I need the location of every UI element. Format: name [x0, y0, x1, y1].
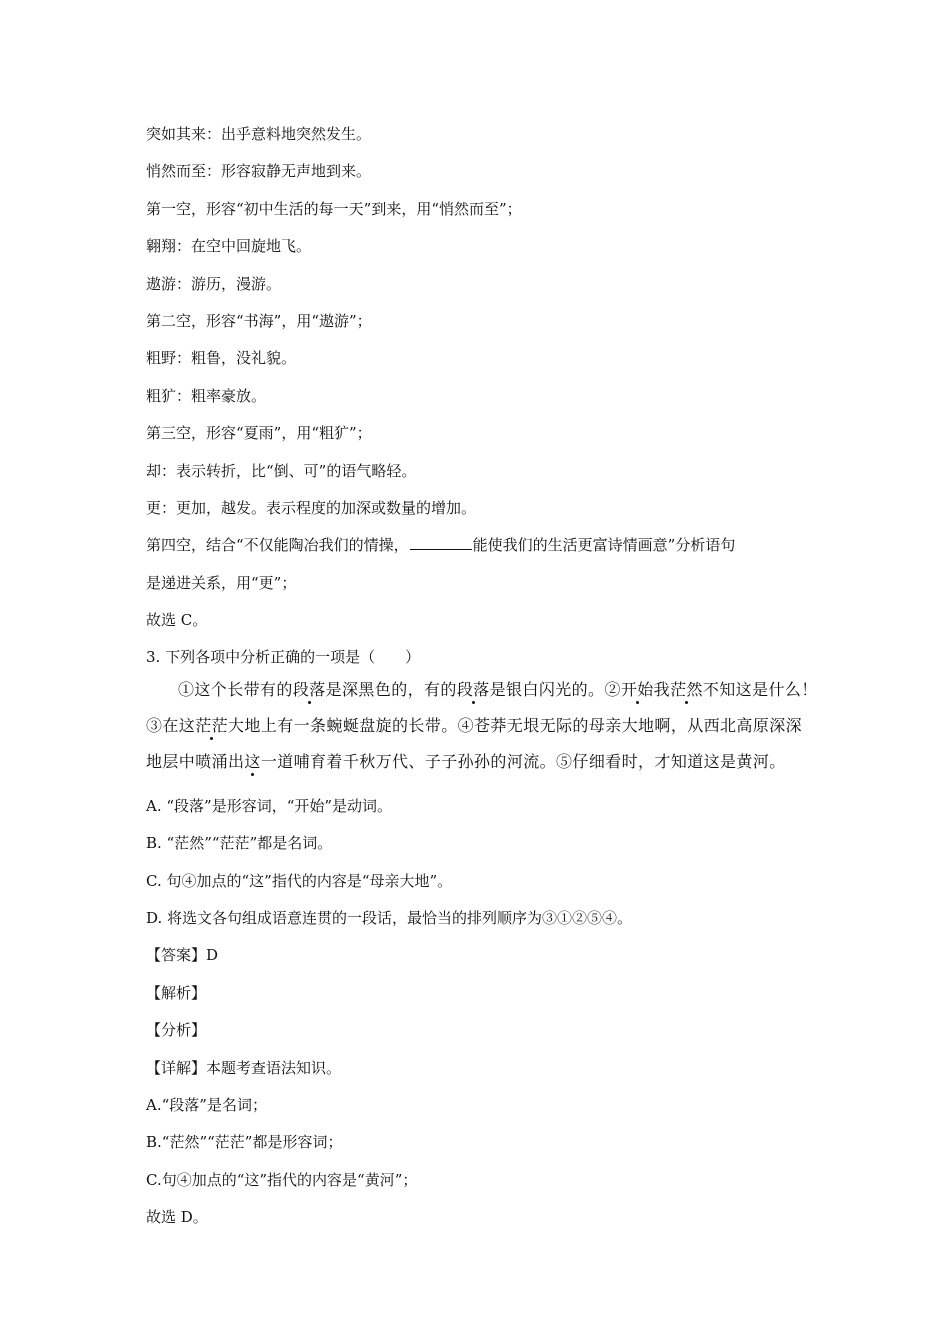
dotted-word: 茫茫 [195, 716, 229, 735]
explanation-conclusion: 故选 C。 [146, 611, 208, 629]
passage-text: 是银白闪光的。② [489, 680, 621, 699]
passage-text: 一道哺育着千秋万代、子子孙孙的河流。⑤仔细看时，才知道这是黄河。 [260, 752, 786, 771]
passage-text: 我 [653, 680, 671, 699]
question-stem: 3. 下列各项中分析正确的一项是（ ） [146, 648, 421, 666]
passage-line [146, 716, 826, 736]
explanation-line: 翱翔：在空中回旋地飞。 [146, 237, 312, 255]
explanation-line: 遨游：游历，漫游。 [146, 275, 282, 293]
dotted-word: 段落 [292, 680, 326, 699]
fenxi-header: 【分析】 [146, 1021, 207, 1039]
passage-text: 不知这是什么！ [702, 680, 818, 699]
passage-text: 是深黑色的，有的 [325, 680, 457, 699]
explanation-line: 第二空，形容“书海”，用“遨游”； [146, 312, 372, 330]
explanation-line: 粗犷：粗率豪放。 [146, 387, 267, 405]
fourth-blank-after: 能使我们的生活更富诗情画意”分析语句 [472, 536, 736, 554]
explanation-line: 悄然而至：形容寂静无声地到来。 [146, 162, 372, 180]
detail-line: C.句④加点的“这”指代的内容是“黄河”； [146, 1171, 418, 1189]
answer: 【答案】D [146, 946, 219, 964]
option-b: B. “茫然”“茫茫”都是名词。 [146, 834, 333, 852]
dotted-word: 茫然 [670, 680, 703, 699]
fourth-blank-line [146, 535, 826, 555]
fourth-blank-before: 第四空，结合“不仅能陶冶我们的情操， [146, 536, 409, 554]
passage-text: 地层中喷涌出 [146, 752, 245, 771]
explanation-line: 第一空，形容“初中生活的每一天”到来，用“悄然而至”； [146, 200, 522, 218]
option-c: C. 句④加点的“这”指代的内容是“母亲大地”。 [146, 872, 453, 890]
dotted-word: 开始 [620, 680, 654, 699]
explanation-line: 却：表示转折，比“倒、可”的语气略轻。 [146, 462, 417, 480]
passage-line [178, 680, 838, 700]
explanation-line: 更：更加，越发。表示程度的加深或数量的增加。 [146, 499, 477, 517]
passage-text: 大地上有一条蜿蜒盘旋的长带。④苍莽无垠无际的母亲大地啊，从西北高原深深 [228, 716, 803, 735]
detail-line: A.“段落”是名词； [146, 1096, 267, 1114]
explanation-line: 突如其来：出乎意料地突然发生。 [146, 125, 372, 143]
option-d: D. 将选文各句组成语意连贯的一段话，最恰当的排列顺序为③①②⑤④。 [146, 909, 633, 927]
passage-text: ①这个长带有的 [178, 680, 293, 699]
detail-header: 【详解】本题考查语法知识。 [146, 1059, 342, 1077]
option-a: A. “段落”是形容词，“开始”是动词。 [146, 797, 393, 815]
fill-blank [410, 535, 472, 550]
passage-line [146, 752, 826, 772]
passage-text: ③在这 [146, 716, 196, 735]
detail-line: B.“茫然”“茫茫”都是形容词； [146, 1133, 343, 1151]
explanation-line: 粗野：粗鲁，没礼貌。 [146, 349, 297, 367]
fourth-blank-continuation: 是递进关系，用“更”； [146, 574, 297, 592]
analysis-header: 【解析】 [146, 984, 207, 1002]
dotted-word: 这 [244, 752, 261, 771]
dotted-word: 段落 [456, 680, 490, 699]
detail-conclusion: 故选 D。 [146, 1208, 208, 1226]
explanation-line: 第三空，形容“夏雨”，用“粗犷”； [146, 424, 372, 442]
